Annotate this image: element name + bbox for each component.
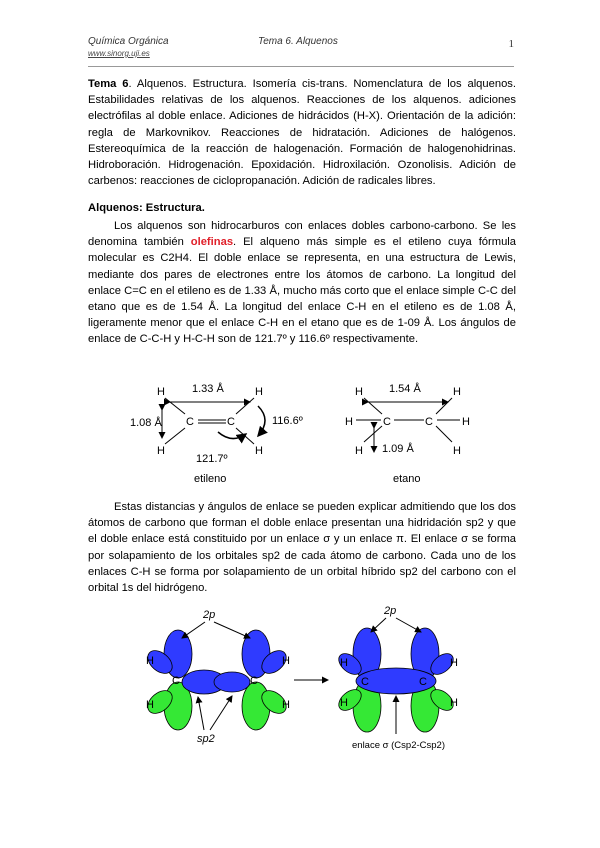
- pointer-arrow: [198, 697, 204, 730]
- atom-h: H: [340, 657, 348, 669]
- section-title: Alquenos: Estructura.: [88, 202, 205, 214]
- para1-after: . El alqueno más simple es el etileno cuya fórmula molecular es C2H4. El doble enlace se representa, en una estructura de Lewis, mediante dos pares de electrones entre los átomos de carbono. La longitud del enlace C=C en el etileno es de 1.33 Å, mucho más corto que el enlace simple C-C del etano que es de 1.54 Å. La longitud del enlace C-H en el etileno es de 1.08 Å, ligeramente menor que el enlace C-H en el etano que es de 1-09 Å. Los ángulos de enlace de C-C-H y H-C-H son de 121.7º y 116.6º respectivamente.: [88, 236, 516, 346]
- intro-text: . Alquenos. Estructura. Isomería cis-trans. Nomenclatura de los alquenos. Estabilidades relativas de los alquenos. Reacciones de los alquenos. adiciones electrófilas al doble enlace. Adiciones de hidrácidos (H-X). Orientación de la adición: regla de Markovnikov. Reacciones de hidratación. Adiciones de halógenos. Estereoquímica de la reacción de halogenación. Formación de halogenohidrinas. Hidroboración. Hidrogenación. Epoxidación. Hidroxilación. Ozonolisis. Adición de carbenos: reacciones de ciclopropanación. Adición de radicales libres.: [88, 78, 516, 188]
- ethylene-structure: [130, 382, 303, 485]
- atom-c: C: [383, 416, 391, 428]
- atom-h: H: [462, 416, 470, 428]
- angle-hch: 116.6º: [272, 415, 303, 427]
- ch-bond: [165, 398, 185, 414]
- label-2p-right: 2p: [384, 605, 397, 617]
- atom-h: H: [255, 445, 263, 457]
- angle-cch: 121.7º: [196, 453, 228, 465]
- intro-label: Tema 6: [88, 78, 129, 90]
- atom-c: C: [186, 416, 194, 428]
- ch-bond: [165, 428, 185, 444]
- left-carbon-orbitals: [143, 630, 226, 730]
- atom-h: H: [453, 445, 461, 457]
- ch-bond: [236, 428, 254, 444]
- paragraph-hybridization: Estas distancias y ángulos de enlace se pueden explicar admitiendo que los dos átomos de carbono que forman el doble enlace presentan una hidridación sp2 y que el doble enlace está constituido por un enlace σ y un enlace π. El enlace σ se forma por solapamiento de los orbitales sp2 de cada átomo de carbono. Cada uno de los enlaces C-H se forma por solapamiento de un orbital híbrido sp2 del carbono con el orbital 1s del hidrógeno.: [88, 501, 516, 595]
- atom-h: H: [157, 445, 165, 457]
- header-course-title: Química Orgánica: [88, 36, 169, 47]
- ch-bond: [436, 398, 452, 414]
- atom-h: H: [450, 657, 458, 669]
- ethane-caption: etano: [393, 473, 421, 485]
- atom-h: H: [255, 386, 263, 398]
- atom-c: C: [227, 416, 235, 428]
- ch-bond: [236, 398, 254, 414]
- header-chapter-title: Tema 6. Alquenos: [258, 36, 338, 47]
- atom-c: C: [425, 416, 433, 428]
- atom-h: H: [157, 386, 165, 398]
- figure-orbitals: [0, 602, 600, 762]
- atom-h: H: [355, 445, 363, 457]
- ethylene-caption: etileno: [194, 473, 227, 485]
- ethane-structure: [345, 382, 470, 485]
- atom-h: H: [282, 655, 290, 667]
- atom-h: H: [355, 386, 363, 398]
- atom-h: H: [282, 699, 290, 711]
- ch-bond: [364, 426, 382, 442]
- angle-hch-arrow: [258, 406, 265, 436]
- pointer-arrow: [371, 618, 386, 632]
- label-sp2: sp2: [197, 733, 215, 745]
- atom-h: H: [146, 655, 154, 667]
- atom-c: C: [250, 675, 258, 687]
- atom-c: C: [361, 676, 369, 688]
- cc-single-length: 1.54 Å: [389, 383, 421, 395]
- pointer-arrow: [396, 618, 421, 632]
- para1-before: Los alquenos son hidrocarburos con enlaces dobles carbono-carbono. Se les denomina también: [88, 220, 516, 249]
- pointer-arrow: [210, 696, 232, 730]
- intro-paragraph: [88, 76, 516, 189]
- pointer-arrow: [182, 622, 205, 638]
- atom-h: H: [146, 699, 154, 711]
- page-number: 1: [508, 38, 514, 50]
- header-url[interactable]: www.sinorg.uji.es: [88, 49, 150, 58]
- atom-h: H: [453, 386, 461, 398]
- ch-bond: [436, 426, 452, 442]
- paragraph-structure: [88, 218, 516, 348]
- sigma-bond-label: enlace σ (Csp2-Csp2): [352, 740, 445, 751]
- pointer-arrow: [214, 622, 250, 638]
- ch-bond: [364, 398, 382, 414]
- atom-c: C: [419, 676, 427, 688]
- cc-double-length: 1.33 Å: [192, 383, 224, 395]
- figure-ethylene-ethane: [0, 370, 600, 490]
- atom-h: H: [345, 416, 353, 428]
- label-2p-left: 2p: [203, 609, 216, 621]
- atom-h: H: [340, 697, 348, 709]
- ch-ethylene-length: 1.08 Å: [130, 417, 162, 429]
- ch-ethane-length: 1.09 Å: [382, 443, 414, 455]
- sp2-orbital-lobe: [214, 672, 250, 692]
- page-header: [88, 36, 514, 67]
- atom-c: C: [172, 675, 180, 687]
- highlight-olefinas: olefinas: [190, 236, 234, 249]
- atom-h: H: [450, 697, 458, 709]
